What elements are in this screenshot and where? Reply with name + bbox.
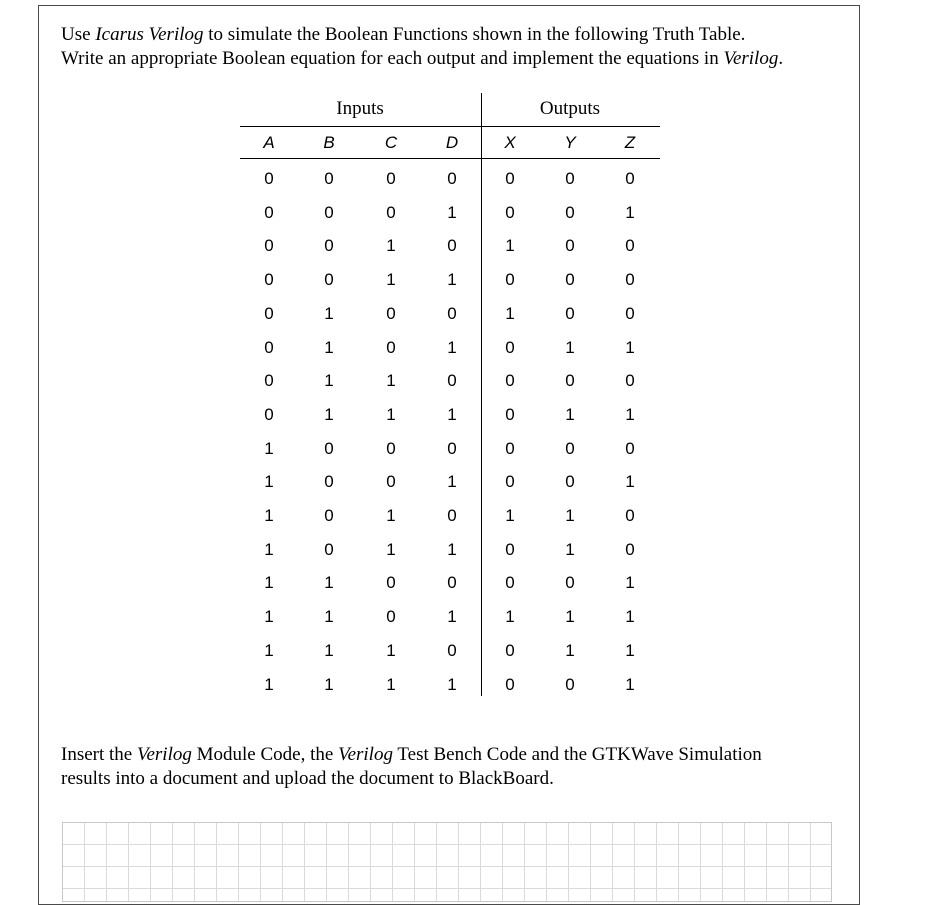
text-segment: Module Code, the [191,744,339,765]
table-cell: 0 [324,438,334,458]
table-cell: 1 [447,404,457,424]
table-cell: 1 [324,337,334,357]
table-cell: 0 [625,539,635,559]
table-cell: 0 [324,270,334,290]
table-cell: 1 [264,506,274,525]
table-cell: 0 [324,472,334,492]
table-cell: 1 [264,539,274,559]
table-cell: 0 [505,674,515,694]
text-segment: Insert the [61,744,137,765]
table-cell: 0 [625,303,635,323]
table-cell: 0 [505,472,515,492]
table-cell: 0 [447,371,457,391]
table-cell: 1 [625,202,635,222]
table-cell: 0 [625,371,635,391]
table-cell: 1 [565,337,575,357]
table-cell: 0 [447,640,457,660]
column-header-a: A [263,133,275,152]
table-cell: 0 [264,236,274,256]
answer-grid-area[interactable] [62,822,832,902]
table-cell: 0 [505,337,515,357]
table-cell: 0 [565,169,575,188]
table-cell: 1 [386,506,396,525]
table-cell: 0 [386,303,396,323]
table-cell: 1 [264,674,274,694]
table-cell: 1 [264,573,274,593]
table-cell: 0 [447,303,457,323]
table-cell: 0 [324,539,334,559]
table-cell: 1 [324,607,334,627]
table-cell: 1 [447,472,457,492]
text-segment: Verilog [723,48,779,69]
text-segment: to simulate the Boolean Functions shown in the following Truth Table. [203,24,746,45]
table-cell: 0 [324,202,334,222]
text-segment: Use [61,24,96,45]
table-cell: 1 [565,640,575,660]
text-segment: Icarus Verilog [95,24,204,45]
table-cell: 1 [505,607,515,627]
table-cell: 1 [386,236,396,256]
inputs-group-header: Inputs [336,98,384,119]
table-cell: 1 [625,674,635,694]
table-cell: 1 [565,404,575,424]
table-cell: 1 [505,303,515,323]
table-cell: 0 [625,270,635,290]
table-cell: 1 [565,539,575,559]
table-cell: 1 [386,371,396,391]
table-cell: 0 [264,202,274,222]
table-cell: 0 [625,236,635,256]
table-cell: 0 [505,640,515,660]
table-cell: 0 [565,371,575,391]
text-segment: Verilog [338,744,393,765]
table-cell: 1 [386,404,396,424]
table-cell: 1 [505,236,515,256]
table-cell: 0 [447,506,457,525]
table-cell: 0 [386,337,396,357]
table-cell: 0 [505,404,515,424]
table-cell: 0 [386,607,396,627]
table-cell: 0 [565,438,575,458]
text-segment: Test Bench Code and the GTKWave Simulation [392,744,762,765]
table-cell: 1 [447,539,457,559]
column-header-y: Y [564,133,576,152]
table-cell: 0 [324,236,334,256]
table-cell: 1 [625,404,635,424]
table-cell: 1 [447,202,457,222]
column-header-c: C [384,133,398,152]
table-cell: 1 [324,404,334,424]
text-segment: . [778,48,784,69]
table-cell: 1 [625,337,635,357]
table-cell: 0 [505,539,515,559]
column-header-b: B [323,133,335,152]
table-cell: 0 [505,438,515,458]
table-cell: 0 [505,573,515,593]
table-cell: 1 [386,674,396,694]
table-cell: 0 [625,438,635,458]
table-cell: 1 [386,640,396,660]
inputs-outputs-divider [481,93,482,696]
table-cell: 0 [625,169,635,188]
header-rule-bottom [240,158,660,159]
table-cell: 1 [447,337,457,357]
table-cell: 0 [386,438,396,458]
table-cell: 0 [324,506,334,525]
table-cell: 0 [386,169,396,188]
header-rule-top [240,126,660,127]
upload-instructions [61,743,851,791]
table-cell: 0 [565,472,575,492]
table-cell: 1 [447,607,457,627]
table-cell: 0 [565,303,575,323]
table-cell: 0 [505,371,515,391]
table-cell: 1 [264,438,274,458]
table-cell: 0 [505,270,515,290]
table-cell: 1 [386,270,396,290]
table-cell: 0 [505,169,515,188]
table-cell: 0 [386,472,396,492]
table-cell: 1 [324,573,334,593]
table-cell: 1 [625,472,635,492]
table-cell: 1 [625,573,635,593]
table-cell: 1 [324,303,334,323]
column-header-z: Z [624,133,636,152]
text-segment: results into a document and upload the document to BlackBoard. [61,768,554,789]
table-cell: 1 [386,539,396,559]
table-cell: 0 [386,202,396,222]
table-cell: 0 [565,236,575,256]
table-cell: 0 [264,337,274,357]
column-header-d: D [445,133,459,152]
table-cell: 1 [324,640,334,660]
table-cell: 1 [447,674,457,694]
table-cell: 0 [447,438,457,458]
table-cell: 0 [324,169,334,188]
table-cell: 1 [625,607,635,627]
table-cell: 0 [447,169,457,188]
outputs-group-header: Outputs [539,98,601,119]
text-segment: Verilog [136,744,192,765]
table-cell: 1 [447,270,457,290]
table-cell: 1 [324,371,334,391]
table-cell: 1 [565,506,575,525]
table-cell: 1 [565,607,575,627]
text-segment: Write an appropriate Boolean equation for each output and implement the equations in [61,48,724,69]
table-cell: 1 [264,472,274,492]
table-cell: 0 [264,270,274,290]
table-cell: 0 [264,371,274,391]
table-cell: 0 [565,270,575,290]
table-cell: 0 [625,506,635,525]
table-cell: 1 [264,640,274,660]
table-cell: 0 [264,404,274,424]
table-cell: 0 [565,573,575,593]
table-cell: 0 [565,202,575,222]
table-cell: 1 [264,607,274,627]
table-cell: 0 [386,573,396,593]
table-cell: 0 [264,303,274,323]
table-cell: 0 [447,573,457,593]
column-header-x: X [504,133,516,152]
table-cell: 0 [505,202,515,222]
table-cell: 1 [625,640,635,660]
table-cell: 0 [264,169,274,188]
table-cell: 0 [565,674,575,694]
table-cell: 1 [324,674,334,694]
table-cell: 0 [447,236,457,256]
table-cell: 1 [505,506,515,525]
